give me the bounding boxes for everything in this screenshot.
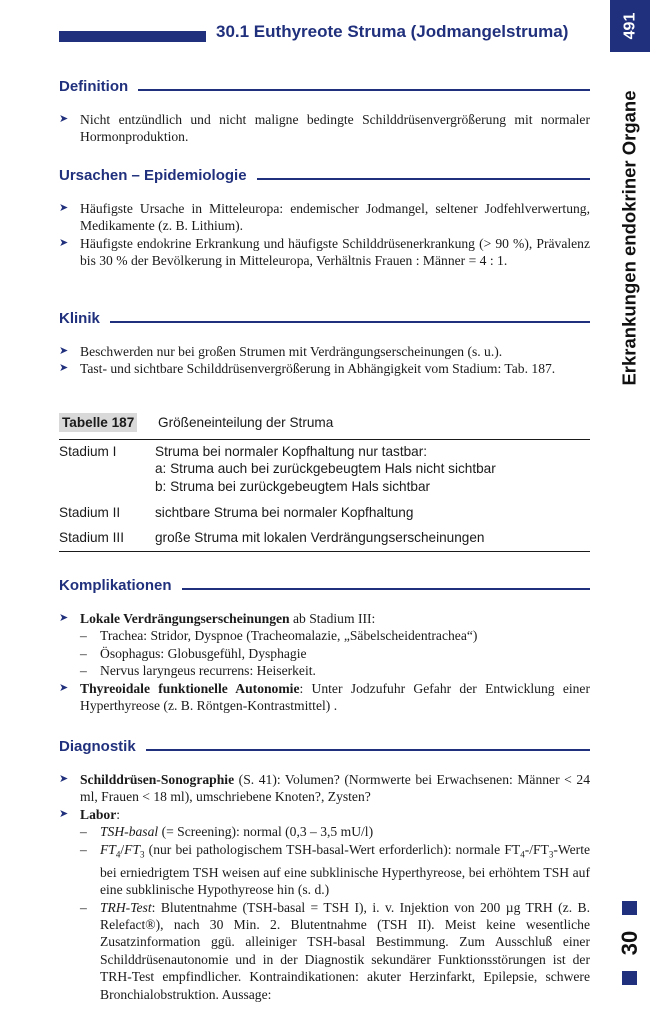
heading-klinik: Klinik <box>59 309 590 329</box>
page-number: 491 <box>620 12 638 40</box>
list-item: ➤ Häufigste endokrine Erkrankung und häufigste Schilddrüsenerkrankung (> 90 %), Prävalenz bis 30 % der Bevölkerung in Mitteleuropa, Verhältnis Frauen : Männer = 4 : 1. <box>59 235 590 269</box>
arrowhead-bullet-icon: ➤ <box>59 362 69 375</box>
table-title: Größeneinteilung der Struma <box>158 415 334 430</box>
list-item: ➤ Schilddrüsen-Sonographie (S. 41): Volumen? (Normwerte bei Erwachsenen: Männer < 24 ml, Frauen < 18 ml), umschriebene Knoten?, Zysten? <box>59 772 590 805</box>
heading-definition: Definition <box>59 77 590 97</box>
arrowhead-bullet-icon: ➤ <box>59 807 69 820</box>
list-item: ➤ Labor: <box>59 806 121 822</box>
section-title: 30.1 Euthyreote Struma (Jodmangelstruma) <box>216 22 569 41</box>
list-item: ➤ Beschwerden nur bei großen Strumen mit Verdrängungserscheinungen (s. u.). <box>59 344 503 359</box>
heading-diagnostik: Diagnostik <box>59 737 590 757</box>
sub-list-item: – Ösophagus: Globusgefühl, Dysphagie <box>80 645 307 661</box>
heading-ursachen: Ursachen – Epidemiologie <box>59 166 590 186</box>
komplikationen-block <box>59 610 590 714</box>
arrowhead-bullet-icon: ➤ <box>59 612 69 624</box>
table-cell-description: große Struma mit lokalen Verdrängungserscheinungen <box>155 530 485 545</box>
arrowhead-bullet-icon: ➤ <box>59 113 69 125</box>
table-cell-stage: Stadium II <box>59 505 121 520</box>
arrowhead-bullet-icon: ➤ <box>59 345 69 357</box>
side-chapter-title: Erkrankungen endokriner Organe <box>619 90 640 386</box>
table-cell-description: Struma bei normaler Kopfhaltung nur tastbar: a: Struma auch bei zurückgebeugtem Hals nicht sichtbar b: Struma bei zurückgebeugtem Hals sichtbar <box>155 444 496 494</box>
arrowhead-bullet-icon: ➤ <box>59 681 69 694</box>
header-bar <box>59 31 206 42</box>
sub-list-item: – Nervus laryngeus recurrens: Heiserkeit. <box>80 663 316 679</box>
table-bottom-rule <box>59 551 590 552</box>
list-item: ➤ Lokale Verdrängungserscheinungen ab Stadium III: <box>59 611 376 626</box>
sub-list-item: – TRH-Test: Blutentnahme (TSH-basal = TSH I), i. v. Injektion von 200 µg TRH (z. B. Relefact®), nach 30 Min. 2. Blutentnahme (TSH II). Meist keine wesentliche Zusatzinformation ggü. alleiniger TSH-basal Bestimmung. Zum Ausschluß einer Schilddrüsenautonomie und in der Diagnostik sekundärer Funktionsstörungen ist der TRH-Test empfindlicher. Kontraindikationen: akuter Herzinfarkt, Epilepsie, schwere Bronchialobstruktion. Aussage: <box>80 899 590 1002</box>
diagnostik-block <box>59 771 590 1003</box>
chapter-number: 30 <box>616 930 642 956</box>
sub-list-item: – TSH-basal (= Screening): normal (0,3 – 3,5 mU/l) <box>80 824 374 840</box>
list-item: ➤ Thyreoidale funktionelle Autonomie: Unter Jodzufuhr Gefahr der Entwicklung einer Hyperthyreose (z. B. Röntgen-Kontrastmittel) . <box>59 680 590 714</box>
chapter-marker-bottom <box>622 971 637 985</box>
arrowhead-bullet-icon: ➤ <box>59 773 69 785</box>
arrowhead-bullet-icon: ➤ <box>59 202 69 214</box>
arrowhead-bullet-icon: ➤ <box>59 236 69 249</box>
table-cell-description: sichtbare Struma bei normaler Kopfhaltung <box>155 505 414 520</box>
definition-block <box>59 111 590 146</box>
klinik-block <box>59 343 590 378</box>
chapter-marker-top <box>622 901 637 915</box>
list-item: ➤ Nicht entzündlich und nicht maligne bedingte Schilddrüsenvergrößerung mit normaler Hormonproduktion. <box>59 112 590 145</box>
sub-list-item: – $FT_4/FT_3$ (nur bei pathologischem TSH-basal-Wert erforderlich): normale $FT_4-/FT_3$-Werte bei erniedrigtem TSH weisen auf eine subklinische Hyperthyreose, bei erhöhtem TSH auf eine subklinische Hypothyreose hin (s. d.) <box>80 841 590 898</box>
table-cell-stage: Stadium III <box>59 530 124 545</box>
ursachen-block <box>59 200 590 270</box>
list-item: ➤ Häufigste Ursache in Mitteleuropa: endemischer Jodmangel, seltener Jodfehlverwertung, Medikamente (z. B. Lithium). <box>59 201 590 234</box>
table-caption <box>59 413 590 433</box>
sub-list-item: – Trachea: Stridor, Dyspnoe (Tracheomalazie, „Säbelscheidentrachea“) <box>80 628 478 644</box>
heading-komplikationen: Komplikationen <box>59 576 590 596</box>
table-cell-stage: Stadium I <box>59 444 117 459</box>
table-label: Tabelle 187 <box>59 413 137 432</box>
list-item: ➤ Tast- und sichtbare Schilddrüsenvergrößerung in Abhängigkeit vom Stadium: Tab. 187. <box>59 361 556 377</box>
table-top-rule <box>59 439 590 440</box>
